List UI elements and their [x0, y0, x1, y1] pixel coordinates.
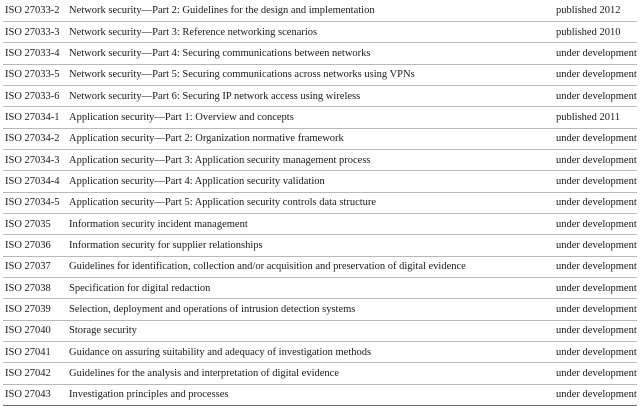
standard-title: Information security for supplier relationships — [67, 235, 552, 256]
table-row — [3, 21, 637, 42]
standard-title: Guidelines for identification, collection and/or acquisition and preservation of digital evidence — [67, 256, 552, 277]
standard-status: published 2012 — [552, 0, 637, 21]
standard-status: under development — [552, 85, 637, 106]
standard-title: Guidelines for the analysis and interpretation of digital evidence — [67, 363, 552, 384]
standard-title: Network security—Part 3: Reference networking scenarios — [67, 21, 552, 42]
table-row — [3, 256, 637, 277]
table-row — [3, 277, 637, 298]
standard-status: published 2011 — [552, 107, 637, 128]
standard-status: under development — [552, 320, 637, 341]
table-row — [3, 149, 637, 170]
standard-status: under development — [552, 64, 637, 85]
table-row — [3, 107, 637, 128]
table-row — [3, 299, 637, 320]
standard-status: under development — [552, 171, 637, 192]
standard-code: ISO 27036 — [3, 235, 67, 256]
table-row — [3, 320, 637, 341]
standard-title: Network security—Part 4: Securing communications between networks — [67, 43, 552, 64]
standard-code: ISO 27033-6 — [3, 85, 67, 106]
standard-code: ISO 27039 — [3, 299, 67, 320]
standard-status: under development — [552, 299, 637, 320]
standard-status: under development — [552, 43, 637, 64]
standards-table — [3, 0, 637, 406]
table-row — [3, 43, 637, 64]
standard-code: ISO 27034-2 — [3, 128, 67, 149]
table-row — [3, 64, 637, 85]
table-row — [3, 342, 637, 363]
standard-code: ISO 27034-1 — [3, 107, 67, 128]
standard-status: under development — [552, 256, 637, 277]
standard-status: under development — [552, 363, 637, 384]
table-row — [3, 0, 637, 21]
standard-title: Network security—Part 5: Securing communications across networks using VPNs — [67, 64, 552, 85]
standard-title: Information security incident management — [67, 213, 552, 234]
standard-code: ISO 27041 — [3, 342, 67, 363]
standards-table-body — [3, 0, 637, 406]
standard-code: ISO 27034-4 — [3, 171, 67, 192]
standard-code: ISO 27035 — [3, 213, 67, 234]
table-row — [3, 235, 637, 256]
standard-status: under development — [552, 277, 637, 298]
standard-code: ISO 27038 — [3, 277, 67, 298]
standard-title: Network security—Part 6: Securing IP network access using wireless — [67, 85, 552, 106]
standard-title: Application security—Part 3: Application security management process — [67, 149, 552, 170]
table-row — [3, 213, 637, 234]
standard-code: ISO 27033-3 — [3, 21, 67, 42]
table-row — [3, 384, 637, 405]
standard-status: under development — [552, 342, 637, 363]
table-row — [3, 363, 637, 384]
standard-title: Specification for digital redaction — [67, 277, 552, 298]
standard-code: ISO 27034-5 — [3, 192, 67, 213]
table-row — [3, 128, 637, 149]
standard-code: ISO 27042 — [3, 363, 67, 384]
standard-status: under development — [552, 192, 637, 213]
standard-title: Guidance on assuring suitability and adequacy of investigation methods — [67, 342, 552, 363]
standard-code: ISO 27034-3 — [3, 149, 67, 170]
standard-code: ISO 27037 — [3, 256, 67, 277]
standard-status: under development — [552, 128, 637, 149]
standard-title: Application security—Part 1: Overview and concepts — [67, 107, 552, 128]
standard-status: under development — [552, 384, 637, 405]
standard-code: ISO 27033-5 — [3, 64, 67, 85]
standard-code: ISO 27043 — [3, 384, 67, 405]
standard-status: under development — [552, 235, 637, 256]
standard-title: Application security—Part 5: Application security controls data structure — [67, 192, 552, 213]
standard-title: Investigation principles and processes — [67, 384, 552, 405]
standard-title: Storage security — [67, 320, 552, 341]
standards-table-container — [3, 0, 637, 406]
standard-title: Application security—Part 2: Organization normative framework — [67, 128, 552, 149]
standard-title: Application security—Part 4: Application security validation — [67, 171, 552, 192]
table-row — [3, 85, 637, 106]
table-row — [3, 192, 637, 213]
standard-code: ISO 27033-4 — [3, 43, 67, 64]
standard-title: Network security—Part 2: Guidelines for the design and implementation — [67, 0, 552, 21]
standard-status: under development — [552, 149, 637, 170]
standard-status: published 2010 — [552, 21, 637, 42]
standard-status: under development — [552, 213, 637, 234]
standard-code: ISO 27033-2 — [3, 0, 67, 21]
standard-code: ISO 27040 — [3, 320, 67, 341]
table-row — [3, 171, 637, 192]
standard-title: Selection, deployment and operations of intrusion detection systems — [67, 299, 552, 320]
